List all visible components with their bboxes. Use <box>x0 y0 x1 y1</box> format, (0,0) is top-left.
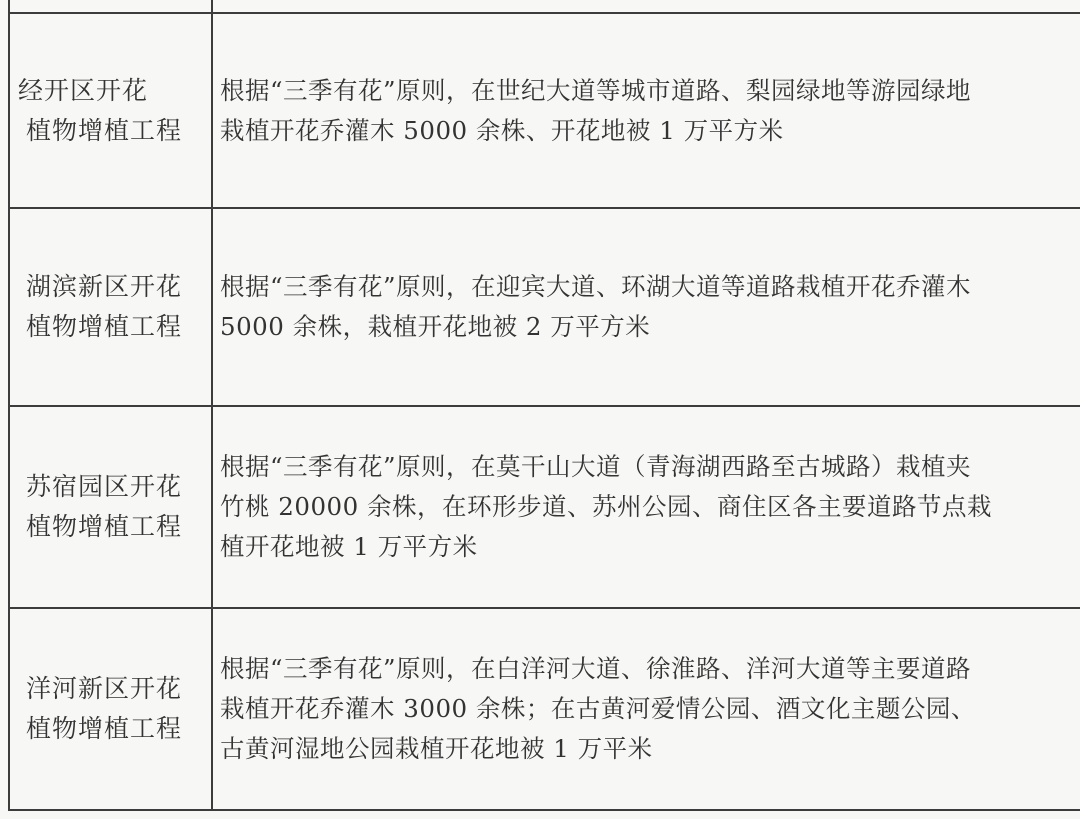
project-description-line: 5000 余株，栽植开花地被 2 万平方米 <box>220 312 651 341</box>
table-row-cropped <box>9 0 1080 13</box>
table-cell-empty <box>9 0 212 13</box>
project-name-line: 苏宿园区开花 <box>26 472 183 501</box>
table-row <box>9 208 1080 406</box>
table-cell-empty <box>212 0 1080 13</box>
project-name-line: 植物增植工程 <box>26 115 183 145</box>
project-name-cell <box>9 406 212 608</box>
project-name-line: 湖滨新区开花 <box>26 272 183 301</box>
project-name-line: 经开区开花 <box>18 75 149 105</box>
project-name-cell <box>9 208 212 406</box>
table-row <box>9 13 1080 208</box>
project-description-line: 根据“三季有花”原则，在世纪大道等城市道路、梨园绿地等游园绿地 <box>220 75 972 105</box>
project-name-line: 植物增植工程 <box>26 512 183 541</box>
project-description-line: 栽植开花乔灌木 5000 余株、开花地被 1 万平方米 <box>220 115 784 145</box>
project-name-line: 植物增植工程 <box>26 312 183 341</box>
project-description-cell <box>212 406 1080 608</box>
table-row <box>9 608 1080 810</box>
project-name-line: 洋河新区开花 <box>26 674 183 703</box>
project-table <box>8 0 1080 811</box>
project-description-line: 根据“三季有花”原则，在迎宾大道、环湖大道等道路栽植开花乔灌木 <box>220 272 972 301</box>
project-description-line: 根据“三季有花”原则，在白洋河大道、徐淮路、洋河大道等主要道路 <box>220 654 972 683</box>
project-description-cell <box>212 13 1080 208</box>
project-name-cell <box>9 13 212 208</box>
project-name-line: 植物增植工程 <box>26 714 183 743</box>
project-description-cell <box>212 608 1080 810</box>
project-description-cell <box>212 208 1080 406</box>
project-description-line: 根据“三季有花”原则，在莫干山大道（青海湖西路至古城路）栽植夹 <box>220 452 972 481</box>
table-row <box>9 406 1080 608</box>
project-description-line: 栽植开花乔灌木 3000 余株；在古黄河爱情公园、酒文化主题公园、 <box>220 694 976 723</box>
project-description-line: 竹桃 20000 余株，在环形步道、苏州公园、商住区各主要道路节点栽 <box>220 492 993 521</box>
project-name-cell <box>9 608 212 810</box>
project-description-line: 古黄河湿地公园栽植开花地被 1 万平米 <box>220 734 653 763</box>
project-description-line: 植开花地被 1 万平方米 <box>220 532 478 561</box>
